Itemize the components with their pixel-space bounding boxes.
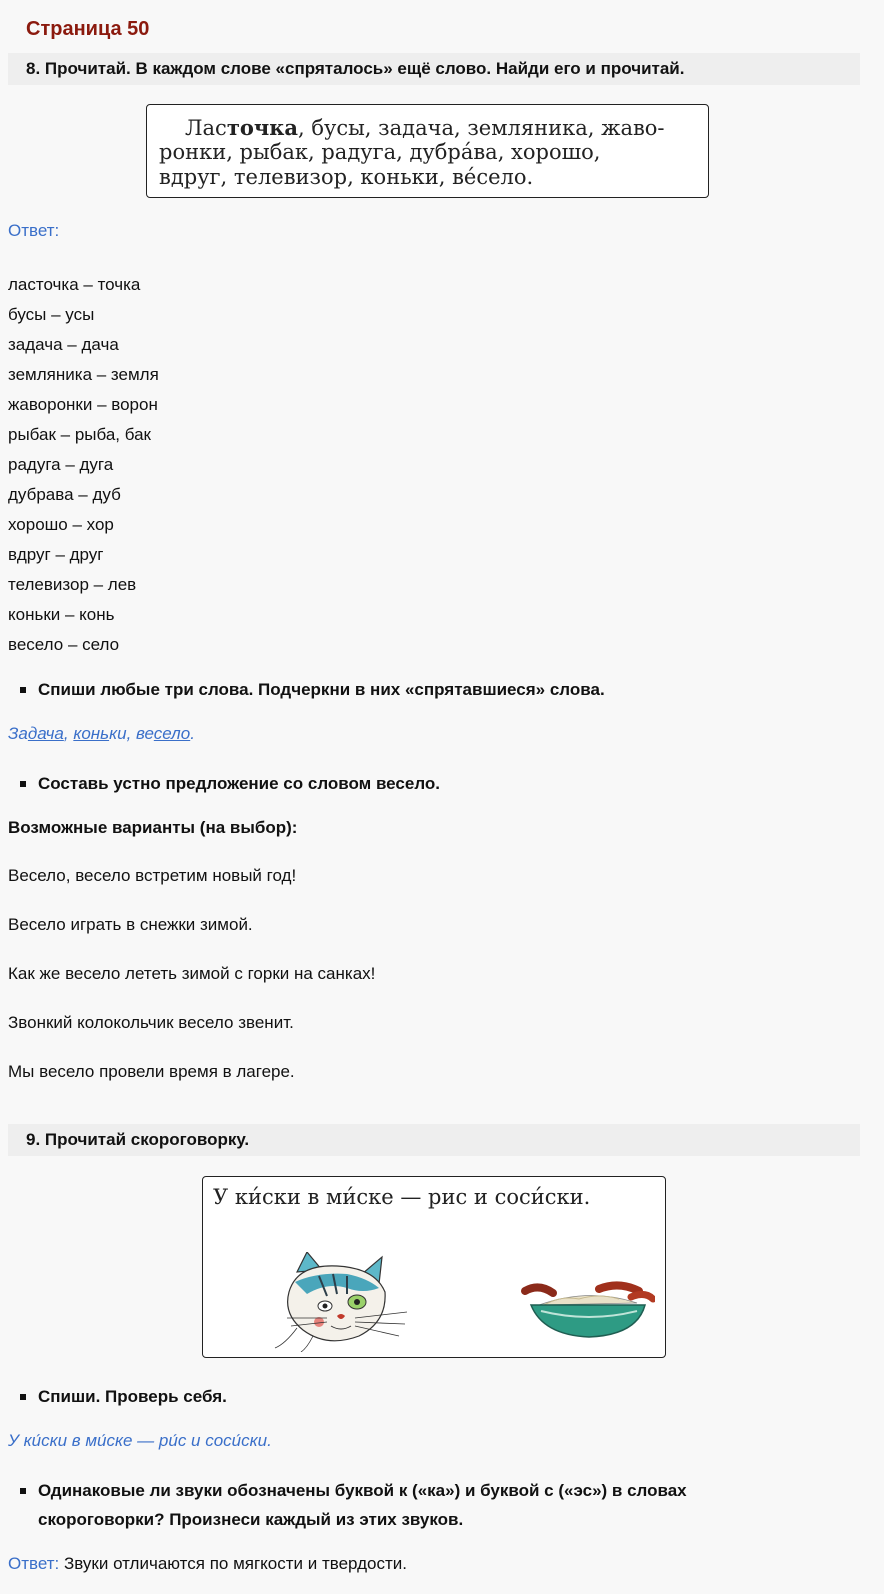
sentence-1: Весело, весело встретим новый год! (8, 866, 297, 885)
list-item: дубрава – дуб (8, 485, 121, 504)
list-item: хорошо – хор (8, 515, 114, 534)
task-8-heading: 8. Прочитай. В каждом слове «спряталось» ещё слово. Найди его и прочитай. (8, 53, 860, 85)
sentence-5: Мы весело провели время в лагере. (8, 1062, 295, 1081)
excerpt-line-2: ронки, рыбак, радуга, дубрáва, хорошо, (159, 140, 601, 164)
list-item: ласточка – точка (8, 275, 141, 294)
answer-label: Ответ: (8, 221, 60, 240)
copied-tongue-twister: У ки́ски в ми́ске — ри́с и соси́ски. (8, 1431, 272, 1450)
bullet-same-sounds (38, 1476, 687, 1534)
sentence-3: Как же весело лететь зимой с горки на санках! (8, 964, 376, 983)
variants-label: Возможные варианты (на выбор): (8, 818, 298, 837)
sentence-4: Звонкий колокольчик весело звенит. (8, 1013, 294, 1032)
word-pairs-list (8, 270, 159, 660)
final-answer (8, 1554, 407, 1574)
list-item: весело – село (8, 635, 120, 654)
task-9-heading: 9. Прочитай скороговорку. (8, 1124, 860, 1156)
answer-label: Ответ: (8, 1554, 60, 1573)
list-item: коньки – конь (8, 605, 115, 624)
bullet-copy-check: Спиши. Проверь себя. (38, 1382, 227, 1411)
cat-icon (267, 1252, 427, 1352)
bullet-copy-three-words: Спиши любые три слова. Подчеркни в них «спрятавшиеся» слова. (38, 675, 605, 704)
bowl-icon (519, 1277, 655, 1341)
page-title: Страница 50 (26, 18, 150, 40)
sentence-2: Весело играть в снежки зимой. (8, 915, 253, 934)
bullet-make-sentence: Составь устно предложение со словом весело. (38, 769, 440, 798)
excerpt-line-1: Ласточка, бусы, задача, земляника, жаво- (185, 115, 665, 140)
tongue-twister-line: У ки́ски в ми́ске — рис и соси́ски. (213, 1185, 591, 1209)
excerpt-line-3: вдруг, телевизор, коньки, вéсело. (159, 165, 534, 189)
list-item: бусы – усы (8, 305, 95, 324)
list-item: задача – дача (8, 335, 119, 354)
list-item: телевизор – лев (8, 575, 137, 594)
answer-text: Звуки отличаются по мягкости и твердости. (63, 1554, 407, 1573)
list-item: вдруг – друг (8, 545, 104, 564)
textbook-excerpt-9 (202, 1176, 666, 1358)
bullet-line-2: скороговорки? Произнеси каждый из этих звуков. (38, 1510, 464, 1529)
copied-words: Задача, коньки, весело. (8, 724, 195, 743)
list-item: жаворонки – ворон (8, 395, 158, 414)
bullet-line-1: Одинаковые ли звуки обозначены буквой к («ка») и буквой с («эс») в словах (38, 1481, 687, 1500)
list-item: земляника – земля (8, 365, 159, 384)
textbook-excerpt-8 (146, 104, 709, 198)
list-item: рыбак – рыба, бак (8, 425, 151, 444)
list-item: радуга – дуга (8, 455, 114, 474)
